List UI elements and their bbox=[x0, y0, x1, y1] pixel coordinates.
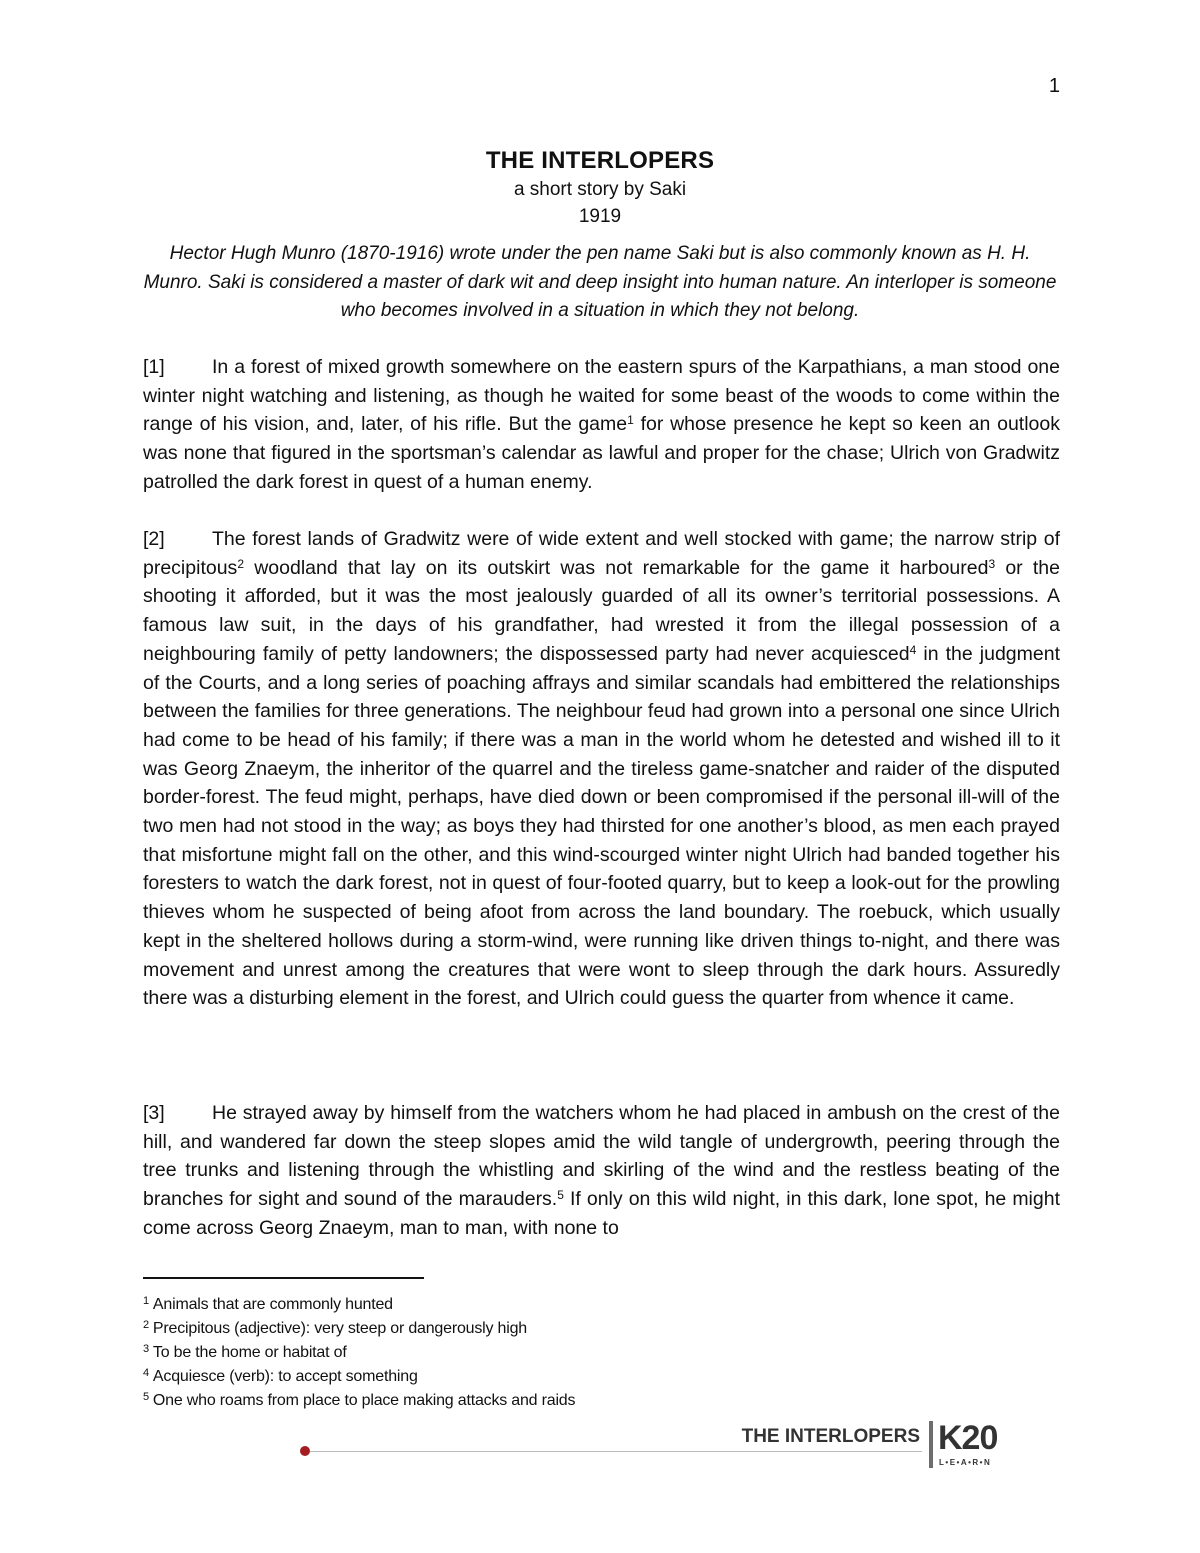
footnote-number: 5 bbox=[143, 1391, 149, 1403]
footnote-ref: 3 bbox=[988, 556, 996, 571]
story-subtitle: a short story by Saki bbox=[513, 179, 687, 200]
paragraph-number: [1] bbox=[143, 356, 165, 378]
footnote-3 bbox=[143, 1341, 943, 1365]
footnote-ref: 1 bbox=[627, 413, 634, 428]
footnote-number: 3 bbox=[143, 1343, 149, 1355]
footnotes bbox=[143, 1293, 943, 1413]
footnote-number: 2 bbox=[143, 1319, 149, 1331]
paragraph-number: [2] bbox=[143, 528, 165, 550]
footer-rule bbox=[310, 1451, 922, 1452]
footnote-text: One who roams from place to place making attacks and raids bbox=[152, 1392, 576, 1409]
footer-accent-dot bbox=[300, 1446, 310, 1456]
paragraph-text: The forest lands of Gradwitz were of wide extent and well stocked with game; the narrow strip of precipitous bbox=[143, 528, 1060, 579]
paragraph-text: If only on this wild night, in this dark, lone spot, he might come across Georg Znaeym, man to man, with none to bbox=[143, 1188, 1060, 1239]
footnote-ref: 5 bbox=[557, 1188, 564, 1203]
paragraph-text: in the judgment of the Courts, and a long series of poaching affrays and similar scandals had embittered the relationships between the families for three generations. The neighbour feud had grown into a personal one since Ulrich had come to be head of his family; if there was a man in the world whom he detested and wished ill to it was Georg Znaeym, the inheritor of the quarrel and the tireless game-snatcher and raider of the disputed border-forest. The feud might, perhaps, have died down or been compromised if the personal ill-will of the two men had not stood in the way; as boys they had thirsted for one another’s blood, as men each prayed that misfortune might fall on the other, and this wind-scourged winter night Ulrich had banded together his foresters to watch the dark forest, not in quest of four-footed quarry, but to keep a look-out for the prowling thieves whom he suspected of being afoot from across the land boundary. The roebuck, which usually kept in the sheltered hollows during a storm-wind, were running like driven things to-night, and there was movement and unrest among the creatures that were wont to sleep through the dark hours. Assuredly there was a disturbing element in the forest, and Ulrich could guess the quarter from whence it came. bbox=[143, 642, 1060, 1010]
story-title: THE INTERLOPERS bbox=[485, 147, 715, 174]
footnote-2 bbox=[143, 1317, 943, 1341]
footnote-divider bbox=[143, 1277, 424, 1279]
footer-title: THE INTERLOPERS bbox=[741, 1426, 920, 1447]
footnote-text: Animals that are commonly hunted bbox=[152, 1296, 393, 1313]
paragraph-text: woodland that lay on its outskirt was not remarkable for the game it harboured bbox=[244, 556, 989, 579]
paragraph-number: [3] bbox=[143, 1102, 165, 1124]
footnote-ref: 4 bbox=[909, 642, 917, 657]
footnote-text: To be the home or habitat of bbox=[152, 1344, 347, 1361]
k20-logo-tagline: L•E•A•R•N bbox=[939, 1458, 992, 1467]
paragraph-3 bbox=[143, 1099, 1060, 1243]
footnote-ref: 2 bbox=[237, 556, 244, 571]
footer-separator bbox=[929, 1421, 933, 1468]
paragraph-text: He strayed away by himself from the watchers whom he had placed in ambush on the crest of the hill, and wandered far down the steep slopes amid the wild tangle of undergrowth, peering through the tree trunks and listening through the whistling and skirling of the wind and the restless beating of the branches for sight and sound of the marauders. bbox=[143, 1102, 1060, 1211]
paragraph-2 bbox=[143, 525, 1060, 1013]
footnote-4 bbox=[143, 1365, 943, 1389]
footnote-1 bbox=[143, 1293, 943, 1317]
footnote-text: Precipitous (adjective): very steep or dangerously high bbox=[152, 1320, 528, 1337]
page-number: 1 bbox=[1048, 75, 1060, 97]
paragraph-1 bbox=[143, 353, 1060, 497]
footnote-text: Acquiesce (verb): to accept something bbox=[152, 1368, 418, 1385]
footnote-number: 1 bbox=[143, 1295, 149, 1307]
title-block bbox=[140, 146, 1060, 230]
story-year: 1919 bbox=[578, 206, 622, 227]
author-intro: Hector Hugh Munro (1870-1916) wrote under the pen name Saki but is also commonly known as H. H. Munro. Saki is considered a master of dark wit and deep insight into human nature. An interloper is someone who becomes involved in a situation in which they not belong. bbox=[143, 243, 1057, 321]
k20-logo: K20 bbox=[938, 1419, 998, 1457]
footnote-number: 4 bbox=[143, 1367, 149, 1379]
paragraph-text: or the shooting it afforded, but it was the most jealously guarded of all its owner’s territorial possessions. A famous law suit, in the days of his grandfather, had wrested it from the illegal possession of a neighbouring family of petty landowners; the dispossessed party had never acquiesced bbox=[143, 556, 1060, 665]
paragraph-text: In a forest of mixed growth somewhere on the eastern spurs of the Karpathians, a man stood one winter night watching and listening, as though he waited for some beast of the woods to come within the range of his vision, and, later, of his rifle. But the game bbox=[143, 356, 1060, 436]
paragraph-text: for whose presence he kept so keen an outlook was none that figured in the sportsman’s calendar as lawful and proper for the chase; Ulrich von Gradwitz patrolled the dark forest in quest of a human enemy. bbox=[143, 413, 1060, 493]
footnote-5 bbox=[143, 1389, 943, 1413]
